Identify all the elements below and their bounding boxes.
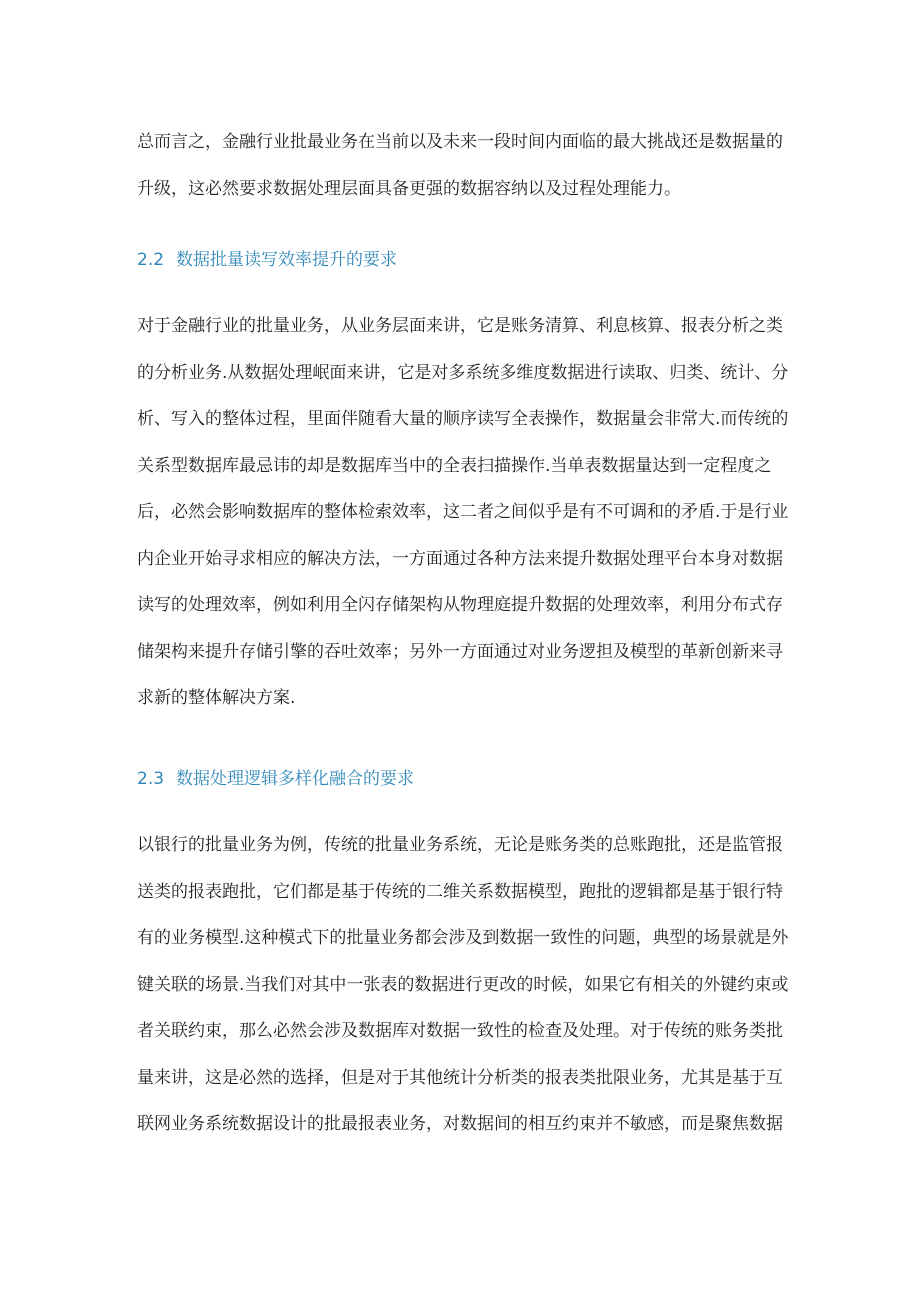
paragraph-batch-efficiency xyxy=(137,303,787,722)
text-line: 的分析业务.从数据处理岷面来讲，它是对多系统多维度数据进行读取、归类、统计、分 xyxy=(137,362,789,383)
text-line: 对于金融行业的批量业务，从业务层面来讲，它是账务清算、利息核算、报表分析之类 xyxy=(137,316,783,336)
text-line: 以银行的批量业务为例，传统的批量业务系统，无论是账务类的总账跑批，还是监管报 xyxy=(137,835,783,855)
text-line: 关系型数据库最忌讳的却是数据库当中的全表扫描操作.当单表数据量达到一定程度之 xyxy=(137,455,772,476)
paragraph-summary xyxy=(137,119,787,212)
text-line: 送类的报表跑批，它们都是基于传统的二维关系数据模型，跑批的逻辑都是基于银行特 xyxy=(137,881,783,902)
text-line: 储架构来提升存储引擎的吞吐效率；另外一方面通过对业务逻担及模型的革新创新来寻 xyxy=(137,641,783,662)
section-heading-2-2 xyxy=(137,245,397,270)
text-line: 后，必然会影响数据库的整体检索效率，这二者之间似乎是有不可调和的矛盾.于是行业 xyxy=(137,502,789,522)
section-number: 2.3 xyxy=(137,769,165,789)
section-heading-2-3 xyxy=(137,764,414,789)
text-line: 量来讲，这是必然的选择，但是对于其他统计分析类的报表类批限业务，尤其是基于互 xyxy=(137,1067,783,1088)
text-line: 求新的整体解决方案. xyxy=(137,688,296,708)
text-line: 键关联的场景.当我们对其中一张表的数据进行更改的时候，如果它有相关的外键约束或 xyxy=(137,974,789,995)
text-line: 者关联约束，那么必然会涉及数据库对数据一致性的检查及处理。对于传统的账务类批 xyxy=(137,1021,783,1041)
text-line: 联网业务系统数据设计的批最报表业务，对数据间的相互约束并不敏感，而是聚焦数据 xyxy=(137,1114,783,1134)
text-line: 升级，这必然要求数据处理层面具备更强的数据容纳以及过程处理能力。 xyxy=(137,178,681,199)
paragraph-logic-fusion xyxy=(137,822,787,1148)
text-line: 总而言之，金融行业批最业务在当前以及未来一段时间内面临的最大挑战还是数据量的 xyxy=(137,132,783,152)
section-title: 数据批量读写效率提升的要求 xyxy=(176,250,398,270)
text-line: 读写的处理效率，例如利用全闪存储架构从物理庭提升数据的处理效率，利用分布式存 xyxy=(137,595,783,615)
section-title: 数据处理逻辑多样化融合的要求 xyxy=(176,769,415,789)
text-line: 内企业开始寻求相应的解决方法，一方面通过各种方法来提升数据处理平台本身对数据 xyxy=(137,548,783,569)
section-number: 2.2 xyxy=(137,250,165,270)
text-line: 析、写入的整体过程，里面伴随看大量的顺序读写全表操作，数据量会非常大.而传统的 xyxy=(137,409,789,429)
text-line: 有的业务模型.这种模式下的批量业务都会涉及到数据一致性的问题，典型的场景就是外 xyxy=(137,928,789,948)
